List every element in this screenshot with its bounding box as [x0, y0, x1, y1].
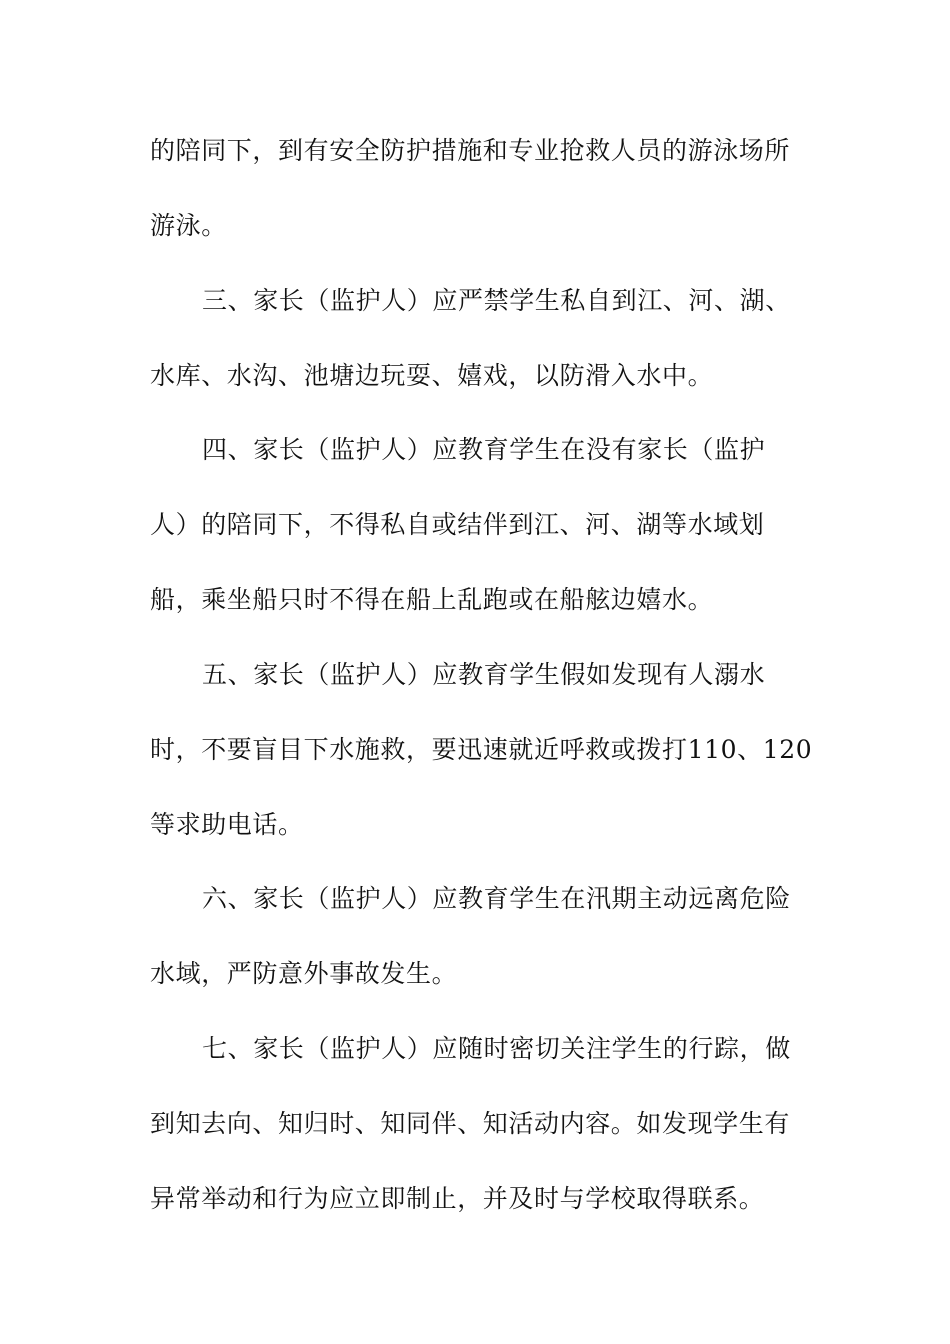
paragraph-line: 五、家长（监护人）应教育学生假如发现有人溺水: [202, 660, 766, 689]
paragraph-line: 水库、水沟、池塘边玩耍、嬉戏，以防滑入水中。: [150, 361, 714, 390]
paragraph-line: 三、家长（监护人）应严禁学生私自到江、河、湖、: [202, 286, 791, 315]
paragraph-line: 的陪同下，到有安全防护措施和专业抢救人员的游泳场所: [150, 136, 791, 165]
paragraph-line: 人）的陪同下，不得私自或结伴到江、河、湖等水域划: [150, 510, 765, 539]
paragraph-line: 船，乘坐船只时不得在船上乱跑或在船舷边嬉水。: [150, 585, 714, 614]
paragraph-line: 异常举动和行为应立即制止，并及时与学校取得联系。: [150, 1184, 765, 1213]
paragraph-line: 四、家长（监护人）应教育学生在没有家长（监护: [202, 435, 766, 464]
paragraph-line: 游泳。: [150, 211, 227, 240]
paragraph-line: 等求助电话。: [150, 810, 304, 839]
paragraph-line: 六、家长（监护人）应教育学生在汛期主动远离危险: [202, 884, 791, 913]
paragraph-line: 水域，严防意外事故发生。: [150, 959, 458, 988]
paragraph-line: 时，不要盲目下水施救，要迅速就近呼救或拨打110、120: [150, 735, 813, 764]
paragraph-line: 到知去向、知归时、知同伴、知活动内容。如发现学生有: [150, 1109, 791, 1138]
paragraph-line: 七、家长（监护人）应随时密切关注学生的行踪，做: [202, 1034, 791, 1063]
